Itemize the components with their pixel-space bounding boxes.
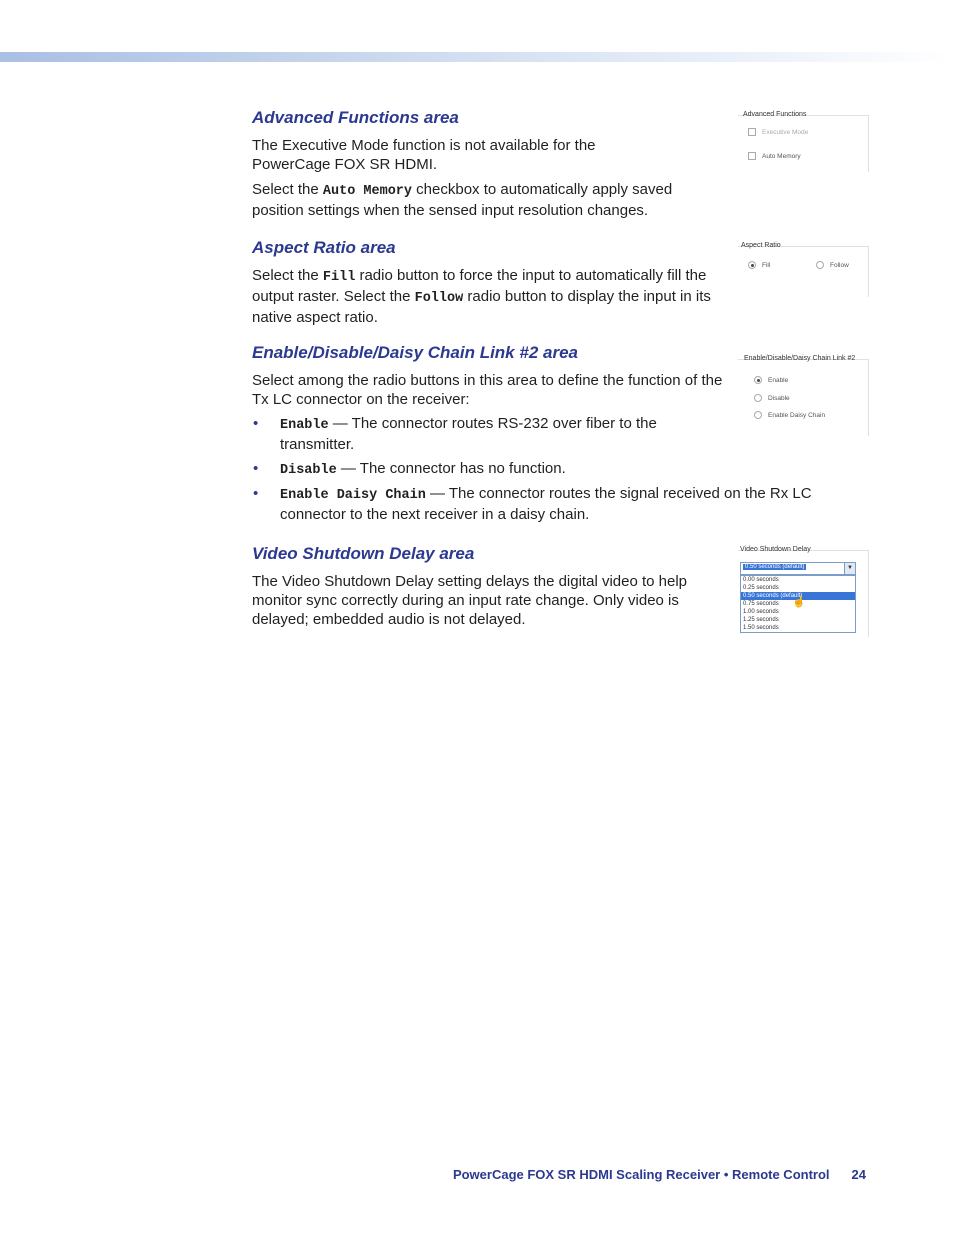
fill-radio bbox=[748, 261, 770, 269]
text-fragment: Select the bbox=[252, 181, 323, 198]
screenshot-title: Advanced Functions bbox=[743, 111, 807, 118]
list-item bbox=[252, 459, 832, 480]
list-item bbox=[252, 484, 832, 524]
code-auto-memory: Auto Memory bbox=[322, 184, 413, 199]
radio-icon bbox=[754, 394, 762, 402]
dropdown-option: 1.25 seconds bbox=[743, 617, 779, 623]
checkbox-label: Executive Mode bbox=[762, 128, 809, 136]
paragraph-auto-memory bbox=[252, 180, 672, 220]
radio-icon bbox=[816, 261, 824, 269]
text-line: native aspect ratio. bbox=[252, 309, 378, 326]
text-line: monitor sync correctly during an input rate change. Only video is bbox=[252, 592, 679, 609]
text-fragment: radio button to force the input to automatically fill the bbox=[355, 267, 707, 284]
delay-dropdown bbox=[740, 562, 856, 575]
radio-icon bbox=[754, 376, 762, 384]
screenshot-advanced-functions bbox=[738, 110, 870, 172]
paragraph-executive-mode bbox=[252, 136, 596, 174]
dropdown-option: 0.00 seconds bbox=[743, 577, 779, 583]
text-line: PowerCage FOX SR HDMI. bbox=[252, 156, 438, 173]
bullet-list-item bbox=[252, 484, 832, 524]
radio-label: Follow bbox=[830, 261, 849, 269]
checkbox-icon bbox=[748, 128, 756, 136]
bullet-description: transmitter. bbox=[280, 436, 355, 453]
bullet-list-item bbox=[252, 459, 832, 480]
group-frame bbox=[738, 115, 869, 172]
text-line: position settings when the sensed input resolution changes. bbox=[252, 202, 649, 219]
dropdown-value: 0.50 seconds (default) bbox=[745, 564, 805, 570]
screenshot-title: Enable/Disable/Daisy Chain Link #2 bbox=[744, 355, 856, 362]
enable-radio bbox=[754, 376, 788, 384]
radio-icon bbox=[748, 261, 756, 269]
radio-label: Disable bbox=[768, 394, 790, 402]
bullet-icon: • bbox=[253, 415, 259, 432]
header-gradient-bar bbox=[0, 52, 954, 62]
paragraph-tx-lc-connector bbox=[252, 371, 722, 409]
page-number: 24 bbox=[851, 1167, 866, 1182]
disable-radio bbox=[754, 394, 790, 402]
heading-aspect-ratio: Aspect Ratio area bbox=[252, 238, 396, 257]
text-fragment: Select the bbox=[252, 267, 323, 284]
text-fragment: checkbox to automatically apply saved bbox=[412, 181, 673, 198]
executive-mode-checkbox bbox=[748, 128, 808, 136]
bullet-description: — The connector routes RS-232 over fiber to the bbox=[328, 415, 657, 432]
checkbox-label: Auto Memory bbox=[762, 152, 801, 160]
code-disable: Disable bbox=[280, 463, 337, 478]
text-line: The Executive Mode function is not available for the bbox=[252, 137, 596, 154]
radio-label: Enable Daisy Chain bbox=[768, 411, 826, 419]
text-line: delayed; embedded audio is not delayed. bbox=[252, 611, 526, 628]
bullet-description: — The connector has no function. bbox=[336, 460, 566, 477]
screenshot-aspect-ratio bbox=[738, 241, 870, 297]
dropdown-option: 1.50 seconds bbox=[743, 625, 779, 631]
paragraph-aspect-ratio bbox=[252, 266, 711, 327]
checkbox-icon bbox=[748, 152, 756, 160]
screenshot-title: Aspect Ratio bbox=[741, 242, 781, 249]
hand-cursor-icon: ☝ bbox=[792, 596, 806, 608]
code-follow: Follow bbox=[414, 291, 464, 306]
bullet-icon: • bbox=[253, 460, 259, 477]
heading-video-shutdown-delay: Video Shutdown Delay area bbox=[252, 544, 475, 563]
chevron-down-icon: ▼ bbox=[844, 563, 855, 574]
radio-label: Enable bbox=[768, 376, 789, 384]
text-fragment: radio button to display the input in its bbox=[463, 288, 711, 305]
page-footer bbox=[453, 1167, 866, 1182]
text-line: Select among the radio buttons in this area to define the function of the bbox=[252, 372, 723, 389]
code-fill: Fill bbox=[322, 270, 356, 285]
footer-title: PowerCage FOX SR HDMI Scaling Receiver • Remote Control bbox=[452, 1167, 830, 1182]
code-enable: Enable bbox=[280, 418, 329, 433]
bullet-icon: • bbox=[253, 485, 259, 502]
follow-radio bbox=[816, 261, 849, 269]
radio-label: Fill bbox=[762, 261, 771, 269]
text-line: The Video Shutdown Delay setting delays the digital video to help bbox=[252, 573, 688, 590]
dropdown-option: 1.00 seconds bbox=[743, 609, 779, 615]
screenshot-title: Video Shutdown Delay bbox=[740, 546, 811, 553]
group-frame bbox=[738, 246, 869, 297]
screenshot-video-shutdown-delay bbox=[738, 545, 870, 637]
bullet-description: — The connector routes the signal received on the Rx LC bbox=[425, 485, 812, 502]
paragraph-video-shutdown-delay bbox=[252, 572, 687, 629]
dropdown-option-selected: 0.50 seconds (default) bbox=[741, 592, 855, 600]
text-line: Tx LC connector on the receiver: bbox=[252, 391, 470, 408]
dropdown-option: 0.75 seconds bbox=[743, 601, 779, 607]
enable-daisy-chain-radio bbox=[754, 411, 825, 419]
dropdown-option: 0.25 seconds bbox=[743, 585, 779, 591]
screenshot-enable-disable bbox=[738, 354, 870, 436]
radio-icon bbox=[754, 411, 762, 419]
heading-advanced-functions: Advanced Functions area bbox=[252, 108, 459, 127]
code-enable-daisy-chain: Enable Daisy Chain bbox=[280, 488, 426, 503]
bullet-description: connector to the next receiver in a daisy chain. bbox=[280, 506, 590, 523]
text-fragment: output raster. Select the bbox=[252, 288, 415, 305]
heading-enable-disable-daisy-chain: Enable/Disable/Daisy Chain Link #2 area bbox=[252, 343, 578, 362]
auto-memory-checkbox bbox=[748, 152, 801, 160]
